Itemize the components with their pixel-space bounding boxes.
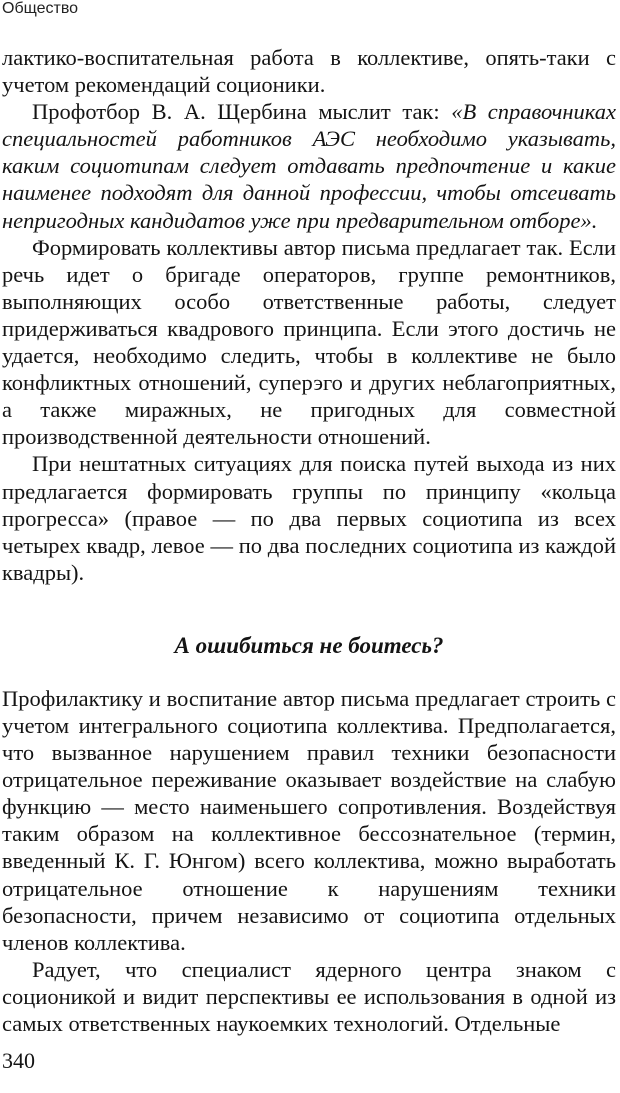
paragraph-2 <box>2 98 616 233</box>
paragraph-4: При нештатных ситуациях для поиска путей выхода из них предлагается формировать группы по принципу «кольца прогресса» (правое — по два первых социотипа из всех четырех квадр, левое — по два последних социотипа из каждой квадры). <box>2 451 616 585</box>
page-body <box>2 44 616 1037</box>
paragraph-3: Формировать коллективы автор письма предлагает так. Если речь идет о бригаде операторов, группе ремонтников, выполняющих особо ответственные работы, следует придерживаться квадрового принципа. Если этого достичь не удается, необходимо следить, чтобы в коллективе не было конфликтных отношений, суперэго и других неблагоприятных, а также миражных, не пригодных для совместной производственной деятельности отношений. <box>2 234 616 450</box>
section-heading: А ошибиться не боитесь? <box>174 632 444 658</box>
paragraph-5: Профилактику и воспитание автор письма предлагает строить с учетом интегрального социотипа коллектива. Предполагается, что вызванное нарушением правил техники безопасности отрицательное переживание оказывает воздействие на слабую функцию — место наименьшего сопротивления. Воздействуя таким образом на коллективное бессознательное (термин, введенный К. Г. Юнгом) всего коллектива, можно выработать отрицательное отношение к нарушениям техники безопасности, причем независимо от социотипа отдельных членов коллектива. <box>2 685 616 955</box>
page-number: 340 <box>2 1048 35 1073</box>
running-header: Общество <box>2 0 79 17</box>
paragraph-1: лактико-воспитательная работа в коллективе, опять-таки с учетом рекомендаций соционики. <box>2 45 616 98</box>
paragraph-6: Радует, что специалист ядерного центра знаком с соционикой и видит перспективы ее использования в одной из самых ответственных наукоемких технологий. Отдельные <box>2 956 616 1036</box>
paragraph-2-quote: «В справочниках специальностей работников АЭС необходимо указывать, каким социотипам следует отдавать предпочтение и какие наименее подходят для данной профессии, чтобы отсеивать непригодных кандидатов уже при предварительном отборе». <box>2 99 616 233</box>
paragraph-2-intro: Профотбор В. А. Щербина мыслит так: <box>32 99 452 125</box>
